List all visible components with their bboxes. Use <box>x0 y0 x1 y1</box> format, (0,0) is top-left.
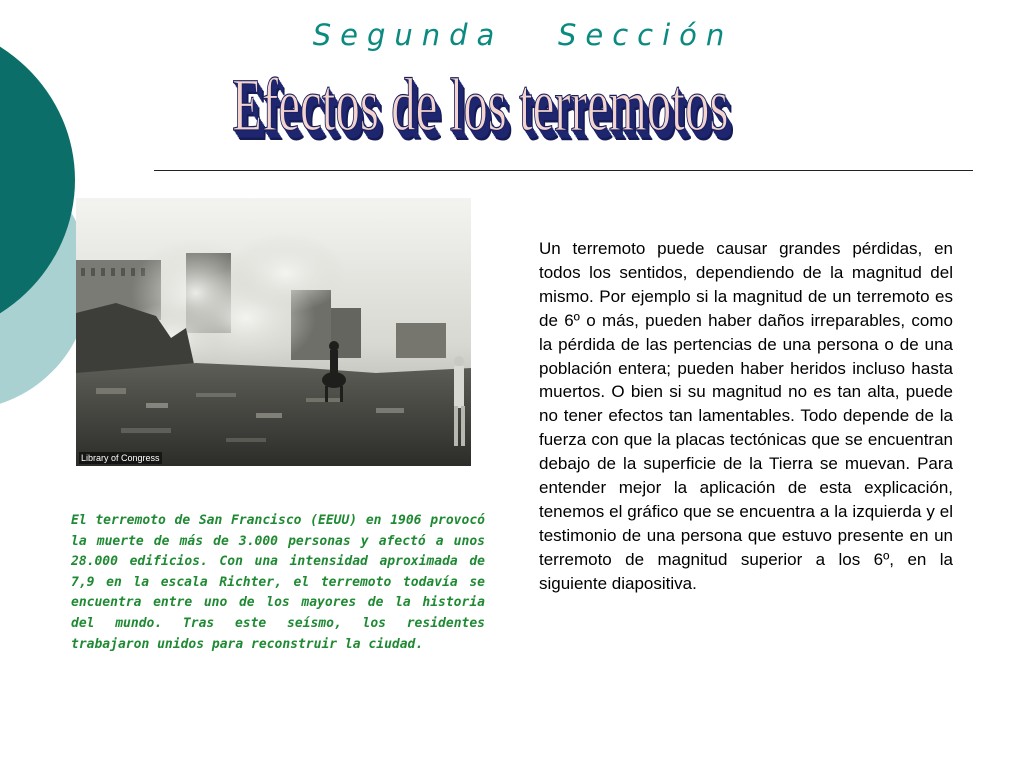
body-paragraph: Un terremoto puede causar grandes pérdidas, en todos los sentidos, dependiendo de la magnitud del mismo. Por ejemplo si la magnitud de un terremoto es de 6º o más, pueden haber daños irreparables, como la pérdida de las pertencias de una persona o de una población entera; pueden haber heridos incluso hasta muertos. O bien si su magnitud no es tan alta, puede no tener efectos tan lamentables. Todo depende de la fuerza con que la placas tectónicas que se encuentran debajo de la superficie de la Tierra se muevan. Para entender mejor la aplicación de esta explicación, tenemos el gráfico que se encuentra a la izquierda y el testimonio de una persona que estuvo presente en un terremoto de magnitud superior a los 6º, en la siguiente diapositiva. <box>539 239 953 593</box>
earthquake-photo <box>76 198 471 466</box>
slide-title-text: Efectos de los terremotos <box>232 64 729 148</box>
title-divider <box>154 170 973 171</box>
section-label: Segunda Sección <box>312 18 734 52</box>
photo-caption: El terremoto de San Francisco (EEUU) en 1906 provocó la muerte de más de 3.000 personas y afectó a unos 28.000 edificios. Con una intensidad aproximada de 7,9 en la escala Richter, el terremoto todavía se encuentra entre uno de los mayores de la historia del mundo. Tras este seísmo, los residentes trabajaron unidos para reconstruir la ciudad. <box>71 513 485 652</box>
photo-credit: Library of Congress <box>81 453 160 463</box>
earthquake-photo-image <box>76 198 471 466</box>
slide-title <box>232 64 772 163</box>
